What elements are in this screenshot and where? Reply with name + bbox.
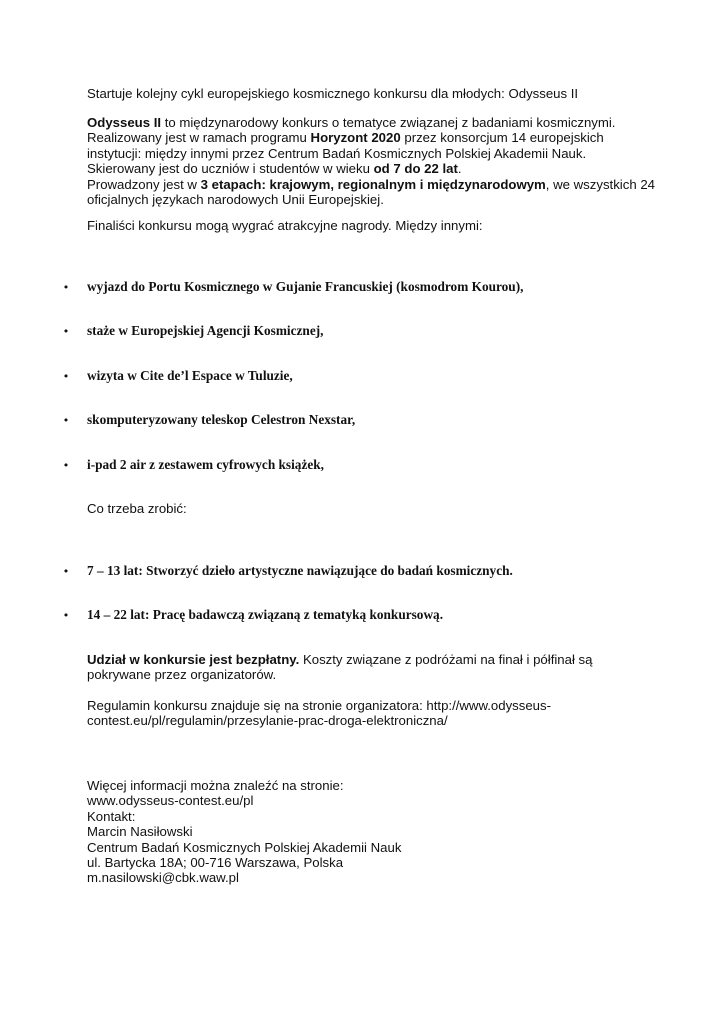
- description-text: to międzynarodowy konkurs o tematyce związanej z badaniami kosmicznymi.: [161, 115, 616, 130]
- free-line: pokrywane przez organizatorów.: [87, 667, 277, 683]
- todo-intro: Co trzeba zrobić:: [87, 501, 187, 516]
- task-item: 7 – 13 lat: Stworzyć dzieło artystyczne nawiązujące do badań kosmicznych.: [87, 563, 513, 578]
- free-text: Koszty związane z podróżami na finał i półfinał są: [299, 652, 593, 667]
- contact-address: ul. Bartycka 18A; 00-716 Warszawa, Polska: [87, 855, 344, 871]
- contact-email-link[interactable]: m.nasilowski@cbk.waw.pl: [87, 870, 239, 886]
- contact-section: [87, 778, 687, 886]
- contest-name: Odysseus II: [87, 115, 162, 130]
- description-text: .: [457, 161, 462, 177]
- contact-label: Kontakt:: [87, 808, 136, 824]
- prize-item: wizyta w Cite de’l Espace w Tuluzie,: [87, 368, 293, 383]
- description-line: instytucji: między innymi przez Centrum Badań Kosmicznych Polskiej Akademii Nauk.: [87, 145, 587, 161]
- stages: 3 etapach: krajowym, regionalnym i międzynarodowym: [200, 176, 546, 192]
- description-text: , we wszystkich 24: [545, 176, 655, 192]
- contact-name: Marcin Nasiłowski: [87, 824, 193, 840]
- free-statement: Udział w konkursie jest bezpłatny.: [87, 652, 300, 667]
- bullet-icon: •: [62, 414, 70, 427]
- description-line: [87, 161, 687, 176]
- contact-organization: Centrum Badań Kosmicznych Polskiej Akademii Nauk: [87, 839, 402, 855]
- description-line: [87, 130, 687, 145]
- description-text: Prowadzony jest w: [87, 176, 201, 192]
- description-paragraph: [87, 115, 687, 207]
- website-link[interactable]: www.odysseus-contest.eu/pl: [87, 793, 254, 809]
- bullet-icon: •: [62, 459, 70, 472]
- description-line: [87, 115, 687, 130]
- description-line: oficjalnych językach narodowych Unii Europejskiej.: [87, 192, 384, 208]
- rules-paragraph: [87, 698, 687, 729]
- bullet-icon: •: [62, 281, 70, 294]
- description-text: Realizowany jest w ramach programu: [87, 130, 311, 146]
- prize-item: staże w Europejskiej Agencji Kosmicznej,: [87, 323, 324, 338]
- prizes-intro: Finaliści konkursu mogą wygrać atrakcyjne nagrody. Między innymi:: [87, 218, 483, 233]
- prize-item: i-pad 2 air z zestawem cyfrowych książek,: [87, 457, 324, 472]
- bullet-icon: •: [62, 325, 70, 338]
- intro-paragraph: Startuje kolejny cykl europejskiego kosmicznego konkursu dla młodych: Odysseus II: [87, 86, 579, 101]
- rules-line: contest.eu/pl/regulamin/przesylanie-prac-droga-elektroniczna/: [87, 713, 448, 729]
- prize-item: wyjazd do Portu Kosmicznego w Gujanie Francuskiej (kosmodrom Kourou),: [87, 279, 524, 294]
- prize-item: skomputeryzowany teleskop Celestron Nexstar,: [87, 412, 356, 427]
- free-participation-paragraph: [87, 652, 687, 683]
- program-name: Horyzont 2020: [310, 130, 401, 146]
- bullet-icon: •: [62, 370, 70, 383]
- description-line: [87, 177, 687, 192]
- rules-line: Regulamin konkursu znajduje się na stronie organizatora: http://www.odysseus-: [87, 698, 552, 713]
- free-line: [87, 652, 687, 667]
- bullet-icon: •: [62, 609, 70, 622]
- more-info-label: Więcej informacji można znaleźć na stronie:: [87, 778, 344, 793]
- task-item: 14 – 22 lat: Pracę badawczą związaną z tematyką konkursową.: [87, 607, 444, 622]
- description-text: Skierowany jest do uczniów i studentów w wieku: [87, 161, 374, 177]
- age-range: od 7 do 22 lat: [373, 161, 458, 177]
- bullet-icon: •: [62, 565, 70, 578]
- description-text: przez konsorcjum 14 europejskich: [400, 130, 604, 146]
